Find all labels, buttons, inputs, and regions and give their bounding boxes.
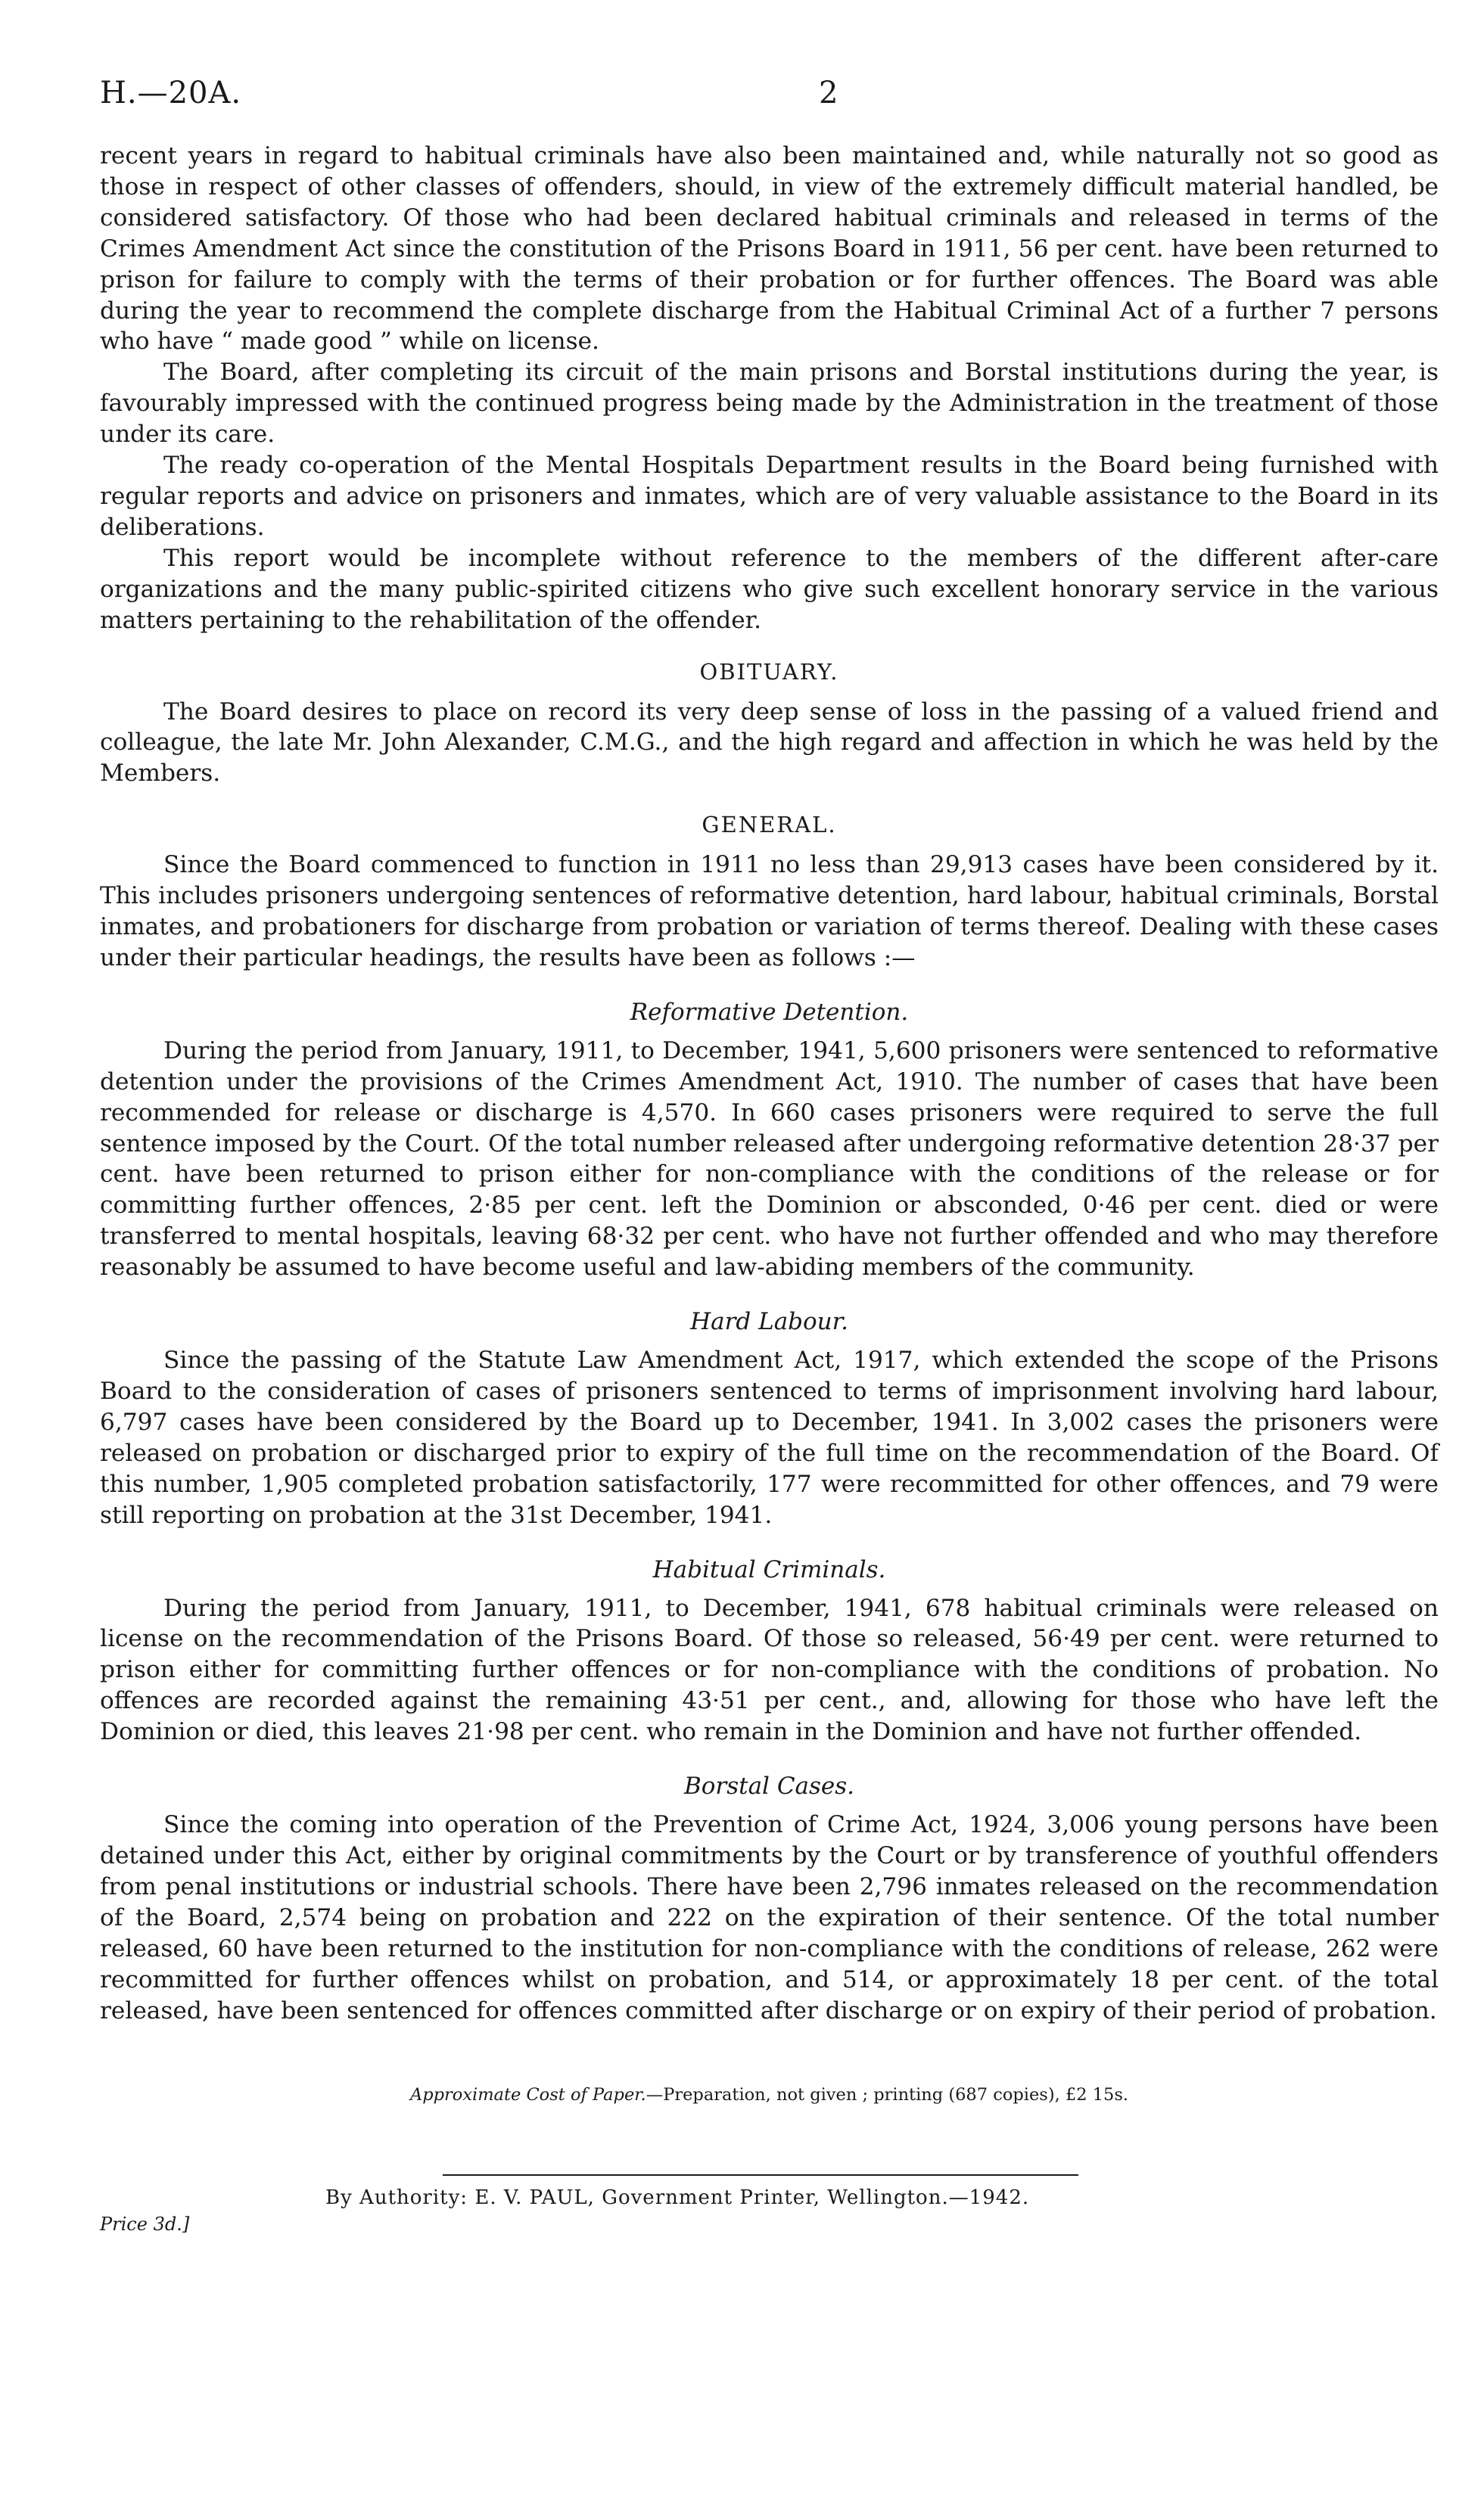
hard-labour-heading: Hard Labour. (690, 1308, 848, 1336)
intro-paragraph-1: recent years in regard to habitual criminals have also been maintained and, while naturally not so good as those in respect of other classes of offenders, should, in view of the extremely difficult material handled, be considered satisfactory. Of those who had been declared habitual criminals and released in terms of the Crimes Amendment Act since the constitution of the Prisons Board in 1911, 56 per cent. have been returned to prison for failure to comply with the terms of their probation or for further offences. The Board was able during the year to recommend the complete discharge from the Habitual Criminal Act of a further 7 persons who have “ made good ” while on license. (100, 142, 1439, 356)
page-header (100, 76, 1439, 121)
price-note: Price 3d.] (100, 2214, 190, 2236)
borstal-cases-heading: Borstal Cases. (683, 1773, 855, 1801)
obituary-heading: OBITUARY. (699, 658, 839, 685)
general-paragraph: Since the Board commenced to function in 1911 no less than 29,913 cases have been considered by it. This includes prisoners undergoing sentences of reformative detention, hard labour, habitual criminals, Borstal inmates, and probationers for discharge from probation or variation of terms thereof. Dealing with these cases under their particular headings, the results have been as follows :— (100, 851, 1439, 971)
cost-of-paper-note (100, 2085, 1439, 2105)
obituary-paragraph: The Board desires to place on record its very deep sense of loss in the passing of a valued friend and colleague, the late Mr. John Alexander, C.M.G., and the high regard and affection in which he was held by the Members. (100, 698, 1439, 788)
habitual-criminals-heading: Habitual Criminals. (652, 1555, 886, 1583)
intro-paragraph-2: The Board, after completing its circuit of the main prisons and Borstal institutions during the year, is favourably impressed with the continued progress being made by the Administration in the treatment of those under its care. (100, 359, 1439, 449)
page-footer (100, 2186, 1439, 2247)
page-number: 2 (819, 76, 838, 110)
reformative-detention-paragraph: During the period from January, 1911, to December, 1941, 5,600 prisoners were sentenced to reformative detention under the provisions of the Crimes Amendment Act, 1910. The number of cases that have been recommended for release or discharge is 4,570. In 660 cases prisoners were required to serve the full sentence imposed by the Court. Of the total number released after undergoing reformative detention 28·37 per cent. have been returned to prison either for non-compliance with the conditions of the release or for committing further offences, 2·85 per cent. left the Dominion or absconded, 0·46 per cent. died or were transferred to mental hospitals, leaving 68·32 per cent. who have not further offended and who may therefore reasonably be assumed to have become useful and law-abiding members of the community. (100, 1036, 1439, 1282)
borstal-cases-paragraph: Since the coming into operation of the Prevention of Crime Act, 1924, 3,006 young persons have been detained under this Act, either by original commitments by the Court or by transference of youthful offenders from penal institutions or industrial schools. There have been 2,796 inmates released on the recommendation of the Board, 2,574 being on probation and 222 on the expiration of their sentence. Of the total number released, 60 have been returned to the institution for non-compliance with the conditions of release, 262 were recommitted for further offences whilst on probation, and 514, or approximately 18 per cent. of the total released, have been sentenced for offences committed after discharge or on expiry of their period of probation. (100, 1811, 1439, 2024)
cost-text: —Preparation, not given ; printing (687 copies), £2 15s. (646, 2085, 1129, 2105)
habitual-criminals-paragraph: During the period from January, 1911, to December, 1941, 678 habitual criminals were released on license on the recommendation of the Prisons Board. Of those so released, 56·49 per cent. were returned to prison either for committing further offences or for non-compliance with the conditions of probation. No offences are recorded against the remaining 43·51 per cent., and, allowing for those who have left the Dominion or died, this leaves 21·98 per cent. who remain in the Dominion and have not further offended. (100, 1594, 1439, 1746)
footer-divider (443, 2174, 1078, 2176)
intro-paragraph-3: The ready co-operation of the Mental Hospitals Department results in the Board being furnished with regular reports and advice on prisoners and inmates, which are of very valuable assistance to the Board in its deliberations. (100, 452, 1439, 541)
general-heading: GENERAL. (702, 812, 837, 838)
cost-label: Approximate Cost of Paper. (409, 2085, 646, 2105)
document-reference: H.—20A. (100, 76, 242, 110)
printer-authority: By Authority: E. V. PAUL, Government Printer, Wellington.—1942. (325, 2186, 1030, 2210)
hard-labour-paragraph: Since the passing of the Statute Law Amendment Act, 1917, which extended the scope of the Prisons Board to the consideration of cases of prisoners sentenced to terms of imprisonment involving hard labour, 6,797 cases have been considered by the Board up to December, 1941. In 3,002 cases the prisoners were released on probation or discharged prior to expiry of the full time on the recommendation of the Board. Of this number, 1,905 completed probation satisfactorily, 177 were recommitted for other offences, and 79 were still reporting on probation at the 31st December, 1941. (100, 1347, 1439, 1529)
reformative-detention-heading: Reformative Detention. (630, 998, 909, 1026)
intro-paragraph-4: This report would be incomplete without reference to the members of the different after-care organizations and the many public-spirited citizens who give such excellent honorary service in the various matters pertaining to the rehabilitation of the offender. (100, 544, 1439, 634)
